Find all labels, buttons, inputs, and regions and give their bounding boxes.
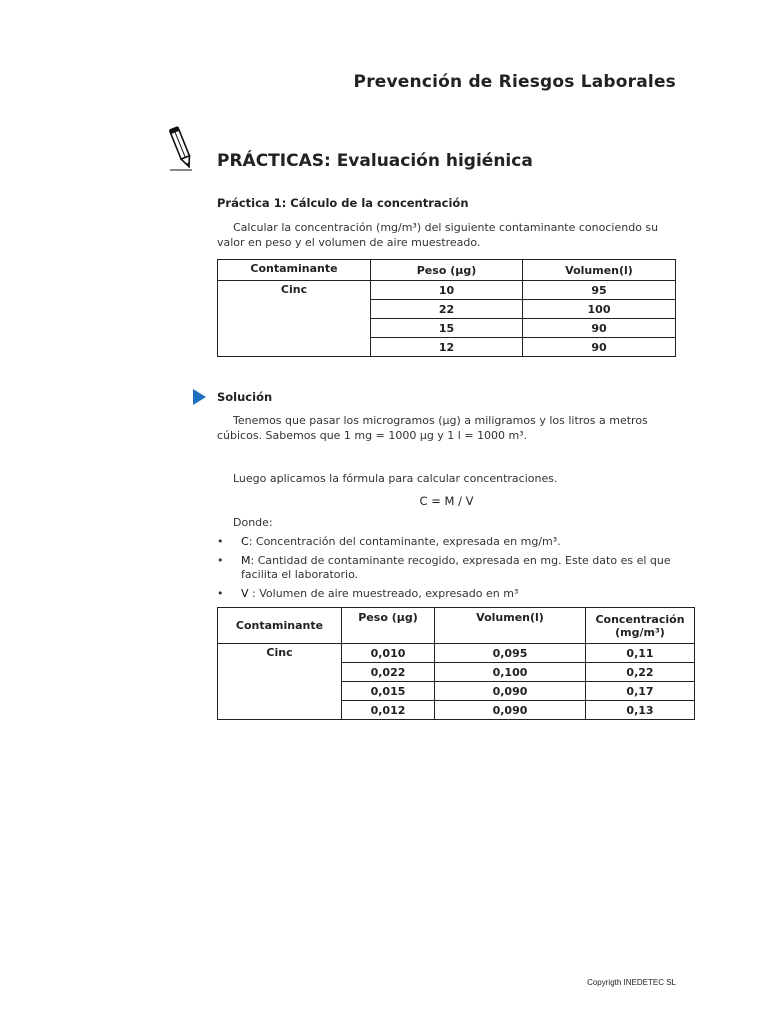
concentracion-cell: 0,11 bbox=[586, 644, 695, 663]
list-item bbox=[217, 535, 679, 549]
volumen-cell: 100 bbox=[523, 300, 676, 319]
solution-paragraph bbox=[217, 413, 677, 443]
header-concentracion-line2: (mg/m³) bbox=[615, 625, 665, 639]
formula-intro bbox=[217, 471, 677, 486]
variable-key: V bbox=[241, 587, 249, 600]
peso-cell: 0,010 bbox=[342, 644, 435, 663]
header-concentracion-line1: Concentración bbox=[595, 612, 685, 626]
header-peso: Peso (µg) bbox=[371, 260, 523, 281]
data-table bbox=[217, 259, 676, 357]
section-title: PRÁCTICAS: Evaluación higiénica bbox=[217, 151, 533, 171]
peso-cell: 0,015 bbox=[342, 682, 435, 701]
list-item bbox=[217, 587, 679, 601]
volumen-cell: 90 bbox=[523, 338, 676, 357]
copyright-footer: Copyrigth INEDETEC SL bbox=[587, 978, 676, 987]
solution-text: Tenemos que pasar los microgramos (µg) a miligramos y los litros a metros cúbicos. Sabemos que 1 mg = 1000 µg y 1 l = 1000 m³. bbox=[217, 414, 648, 442]
intro-paragraph bbox=[217, 220, 677, 250]
bullet-icon: • bbox=[217, 554, 224, 567]
contaminant-cell: Cinc bbox=[218, 644, 342, 720]
table-row bbox=[218, 281, 676, 300]
table-row bbox=[218, 644, 695, 663]
variable-desc: : Concentración del contaminante, expresada en mg/m³. bbox=[248, 535, 561, 548]
donde-text: Donde: bbox=[233, 516, 273, 529]
peso-cell: 0,022 bbox=[342, 663, 435, 682]
header-concentracion bbox=[586, 608, 695, 644]
peso-cell: 0,012 bbox=[342, 701, 435, 720]
variable-key: C bbox=[241, 535, 249, 548]
page-header-title: Prevención de Riesgos Laborales bbox=[353, 72, 676, 92]
peso-cell: 22 bbox=[371, 300, 523, 319]
concentracion-cell: 0,17 bbox=[586, 682, 695, 701]
volumen-cell: 0,090 bbox=[435, 682, 586, 701]
header-volumen: Volumen(l) bbox=[435, 608, 586, 644]
volumen-cell: 0,090 bbox=[435, 701, 586, 720]
definitions-list bbox=[217, 535, 679, 606]
triangle-right-icon bbox=[193, 389, 206, 405]
results-table bbox=[217, 607, 695, 720]
formula-intro-text: Luego aplicamos la fórmula para calcular concentraciones. bbox=[233, 472, 558, 485]
header-peso: Peso (µg) bbox=[342, 608, 435, 644]
header-contaminante: Contaminante bbox=[218, 608, 342, 644]
variable-desc: : Volumen de aire muestreado, expresado en m³ bbox=[248, 587, 519, 600]
intro-text: Calcular la concentración (mg/m³) del siguiente contaminante conociendo su valor en peso y el volumen de aire muestreado. bbox=[217, 221, 659, 249]
table-header-row bbox=[218, 260, 676, 281]
table-header-row bbox=[218, 608, 695, 644]
peso-cell: 12 bbox=[371, 338, 523, 357]
concentracion-cell: 0,22 bbox=[586, 663, 695, 682]
bullet-icon: • bbox=[217, 587, 224, 600]
volumen-cell: 95 bbox=[523, 281, 676, 300]
volumen-cell: 0,100 bbox=[435, 663, 586, 682]
practice-subtitle: Práctica 1: Cálculo de la concentración bbox=[217, 196, 469, 210]
bullet-icon: • bbox=[217, 535, 224, 548]
formula: C = M / V bbox=[419, 494, 474, 508]
header-volumen: Volumen(l) bbox=[523, 260, 676, 281]
volumen-cell: 0,095 bbox=[435, 644, 586, 663]
list-item bbox=[217, 554, 679, 582]
volumen-cell: 90 bbox=[523, 319, 676, 338]
pencil-icon bbox=[168, 124, 196, 172]
concentracion-cell: 0,13 bbox=[586, 701, 695, 720]
contaminant-cell: Cinc bbox=[218, 281, 371, 357]
peso-cell: 10 bbox=[371, 281, 523, 300]
donde-label bbox=[217, 515, 677, 530]
header-contaminante: Contaminante bbox=[218, 260, 371, 281]
variable-desc: : Cantidad de contaminante recogido, expresada en mg. Este dato es el que facilita el laboratorio. bbox=[241, 554, 671, 581]
peso-cell: 15 bbox=[371, 319, 523, 338]
variable-key: M bbox=[241, 554, 251, 567]
solution-title: Solución bbox=[217, 390, 273, 404]
